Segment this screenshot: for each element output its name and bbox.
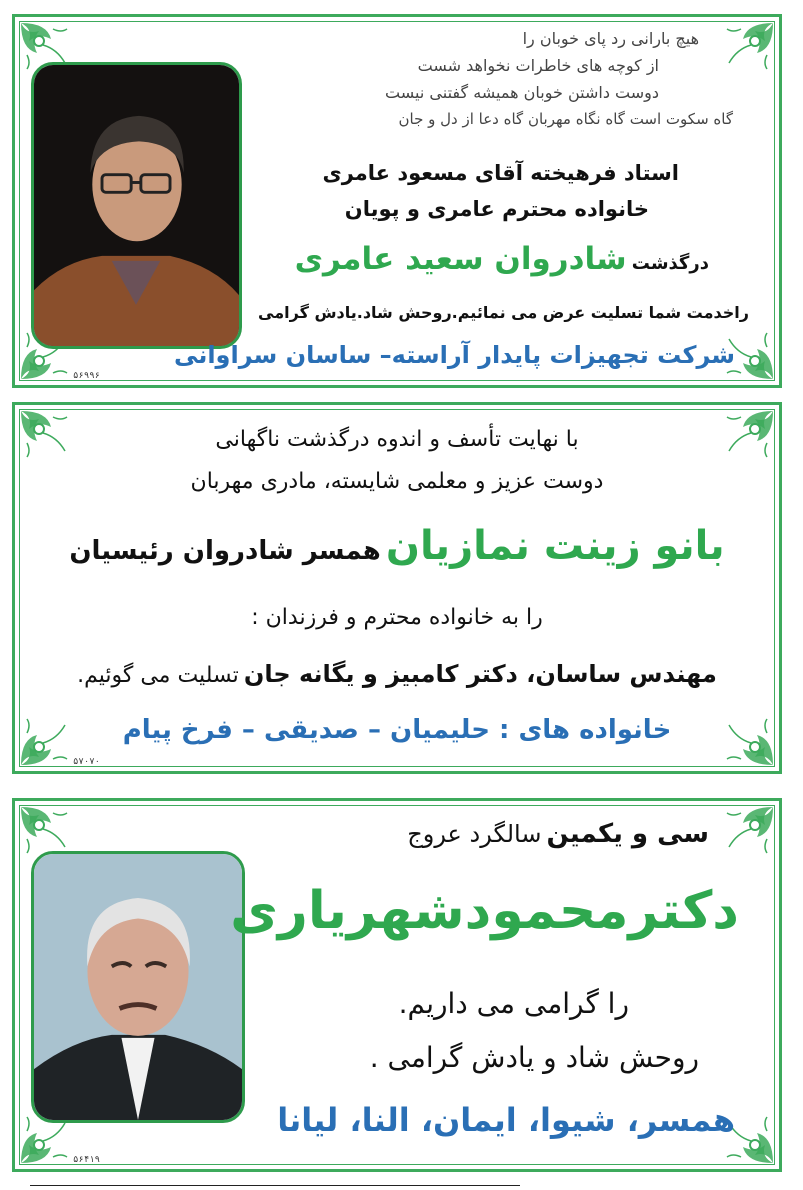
condolence-text: راخدمت شما تسلیت عرض می نمائیم.روحش شاد.یادش گرامی <box>258 303 749 322</box>
sender: همسر، شیوا، ایمان، النا، لیانا <box>277 1101 735 1139</box>
remembrance-line: روحش شاد و یادش گرامی . <box>369 1041 699 1074</box>
anniversary-notice <box>12 798 782 1172</box>
sender: خانواده های : حلیمیان – صدیقی – فرخ پیام <box>122 715 672 745</box>
condolence-notice-2 <box>12 402 782 774</box>
deceased-name: شادروان سعید عامری <box>294 241 627 277</box>
death-prefix: درگذشت <box>631 253 709 274</box>
floral-corner-icon <box>17 803 71 857</box>
anniversary-line <box>407 819 709 849</box>
floral-corner-icon <box>723 19 777 73</box>
condolence-text: تسلیت می گوئیم. <box>77 663 239 688</box>
portrait-photo <box>31 62 242 349</box>
divider <box>30 1185 520 1186</box>
children-names: مهندس ساسان، دکتر کامبیز و یگانه جان <box>243 660 717 688</box>
ad-code: ۵۶۴۱۹ <box>73 1155 101 1165</box>
deceased-line <box>295 241 709 277</box>
intro-line: با نهایت تأسف و اندوه درگذشت ناگهانی <box>215 427 579 452</box>
intro-line: دوست عزیز و معلمی شایسته، مادری مهربان <box>190 469 604 494</box>
addressee-line: را به خانواده محترم و فرزندان : <box>251 605 543 630</box>
ad-code: ۵۶۹۹۶ <box>73 371 101 381</box>
anniversary-label: سالگرد عروج <box>407 820 542 848</box>
poem-line: گاه سکوت است گاه نگاه مهربان گاه دعا از دل و جان <box>398 110 733 128</box>
poem-line: از کوچه های خاطرات نخواهد شست <box>417 56 659 75</box>
honoree-name: دکترمحمودشهریاری <box>230 881 739 941</box>
ad-code: ۵۷۰۷۰ <box>73 757 101 767</box>
remembrance-line: را گرامی می داریم. <box>398 987 629 1020</box>
floral-corner-icon <box>723 803 777 857</box>
deceased-line <box>15 523 779 569</box>
family-name: خانواده محترم عامری و پویان <box>344 197 649 221</box>
condolence-notice-1 <box>12 14 782 388</box>
sender: شرکت تجهیزات پایدار آراسته– ساسان سراوانی <box>174 341 735 369</box>
poem-line: دوست داشتن خوبان همیشه گفتنی نیست <box>385 83 659 102</box>
addressee: استاد فرهیخته آقای مسعود عامری <box>322 161 679 185</box>
deceased-name: بانو زینت نمازیان <box>385 523 725 569</box>
spouse-of: همسر شادروان رئیسیان <box>69 536 381 566</box>
portrait-photo <box>31 851 245 1123</box>
anniversary-ordinal: سی و یکمین <box>546 819 709 849</box>
poem-line: هیچ بارانی رد پای خوبان را <box>522 29 699 48</box>
children-line <box>15 660 779 688</box>
